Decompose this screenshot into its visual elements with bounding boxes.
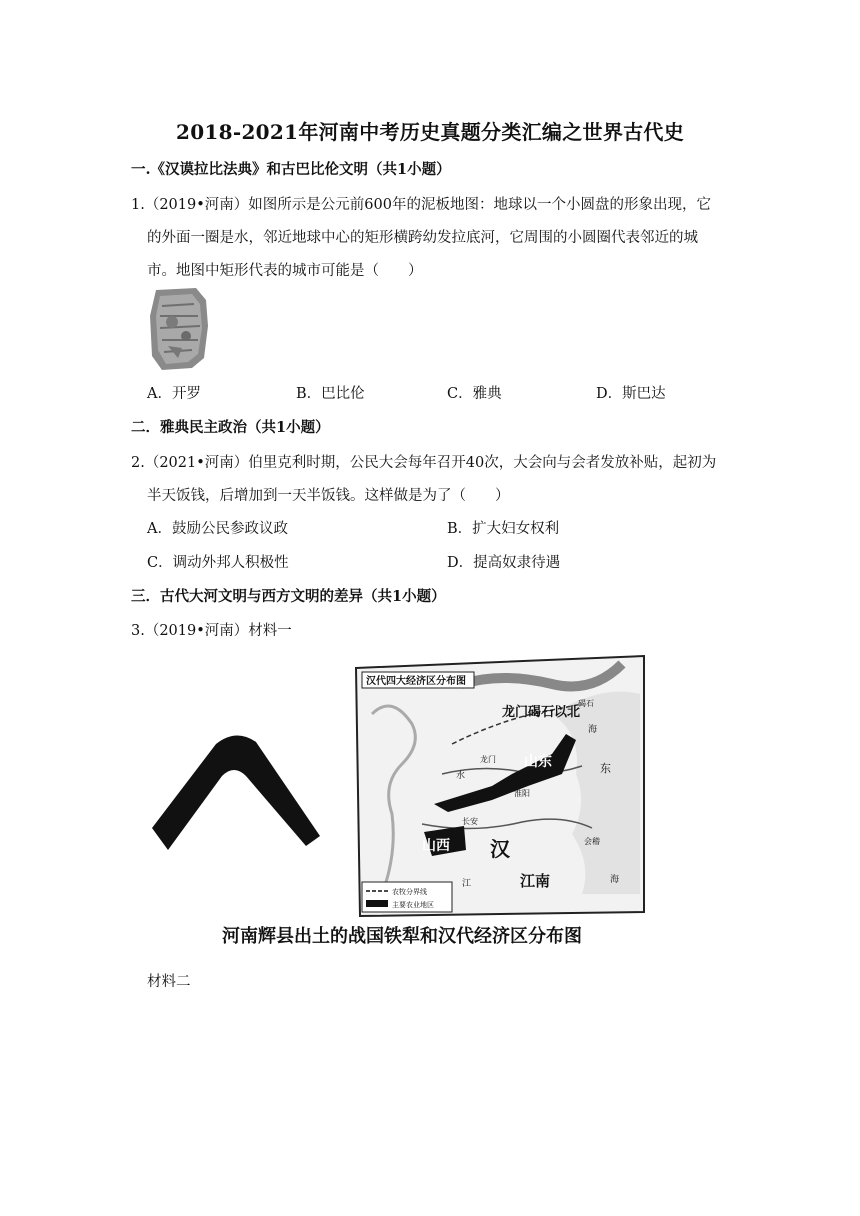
map-label-north: 龙门碣石以北: [502, 705, 581, 720]
question-2-line-1: 2.（2021•河南）伯里克利时期，公民大会每年召开40次，大会向与会者发放补贴，起初为: [131, 455, 717, 471]
material-2-label: 材料二: [147, 974, 191, 990]
map-label-changan: 长安: [462, 817, 478, 826]
map-label-hai-2: 海: [610, 875, 620, 885]
clay-tablet-map-image: [148, 286, 212, 372]
legend-item-boundary: 农牧分界线: [392, 888, 427, 896]
option-2-c[interactable]: C．调动外邦人积极性: [147, 555, 289, 571]
question-1-line-2: 的外面一圈是水，邻近地球中心的矩形横跨幼发拉底河，它周围的小圆圈代表邻近的城: [147, 230, 698, 246]
figure-caption: 河南辉县出土的战国铁犁和汉代经济区分布图: [222, 926, 582, 947]
map-label-shandong: 山东: [524, 754, 552, 770]
map-label-han: 汉: [490, 837, 510, 861]
question-3-line-1: 3.（2019•河南）材料一: [131, 623, 292, 639]
section-heading-1: 一.《汉谟拉比法典》和古巴比伦文明（共1小题）: [131, 161, 451, 178]
option-1-b[interactable]: B．巴比伦: [296, 386, 365, 402]
question-1-line-3: 市。地图中矩形代表的城市可能是（ ）: [147, 263, 423, 279]
option-2-b[interactable]: B．扩大妇女权利: [447, 521, 560, 537]
option-1-c[interactable]: C．雅典: [447, 386, 502, 402]
option-1-d[interactable]: D．斯巴达: [596, 386, 666, 402]
question-2-line-2: 半天饭钱，后增加到一天半饭钱。这样做是为了（ ）: [147, 488, 510, 504]
map-label-jiang: 江: [462, 879, 472, 889]
section-heading-2: 二．雅典民主政治（共1小题）: [131, 419, 330, 436]
map-label-shanxi: 山西: [422, 838, 450, 854]
page-title: 2018-2021年河南中考历史真题分类汇编之世界古代史: [175, 120, 685, 144]
map-label-jiangnan: 江南: [520, 872, 551, 890]
map-label-jieshi: 碣石: [578, 699, 594, 708]
option-2-a[interactable]: A．鼓励公民参政议政: [147, 521, 288, 537]
iron-plough-image: [146, 728, 326, 852]
legend-item-agriculture: 主要农业地区: [392, 901, 434, 909]
map-label-shui: 水: [456, 771, 466, 781]
map-label-hai-1: 海: [588, 725, 598, 735]
map-title: 汉代四大经济区分布图: [366, 676, 466, 687]
map-label-longmen: 龙门: [480, 755, 496, 764]
map-label-huaiyang: 淮阳: [514, 789, 530, 798]
han-economic-regions-map: [352, 654, 648, 918]
map-label-kuaiji: 会稽: [584, 837, 600, 846]
option-1-a[interactable]: A．开罗: [147, 386, 201, 402]
option-2-d[interactable]: D．提高奴隶待遇: [447, 555, 561, 571]
question-1-line-1: 1.（2019•河南）如图所示是公元前600年的泥板地图：地球以一个小圆盘的形象出现，它: [131, 197, 711, 213]
map-label-dong: 东: [600, 762, 611, 775]
section-heading-3: 三．古代大河文明与西方文明的差异（共1小题）: [131, 588, 446, 605]
